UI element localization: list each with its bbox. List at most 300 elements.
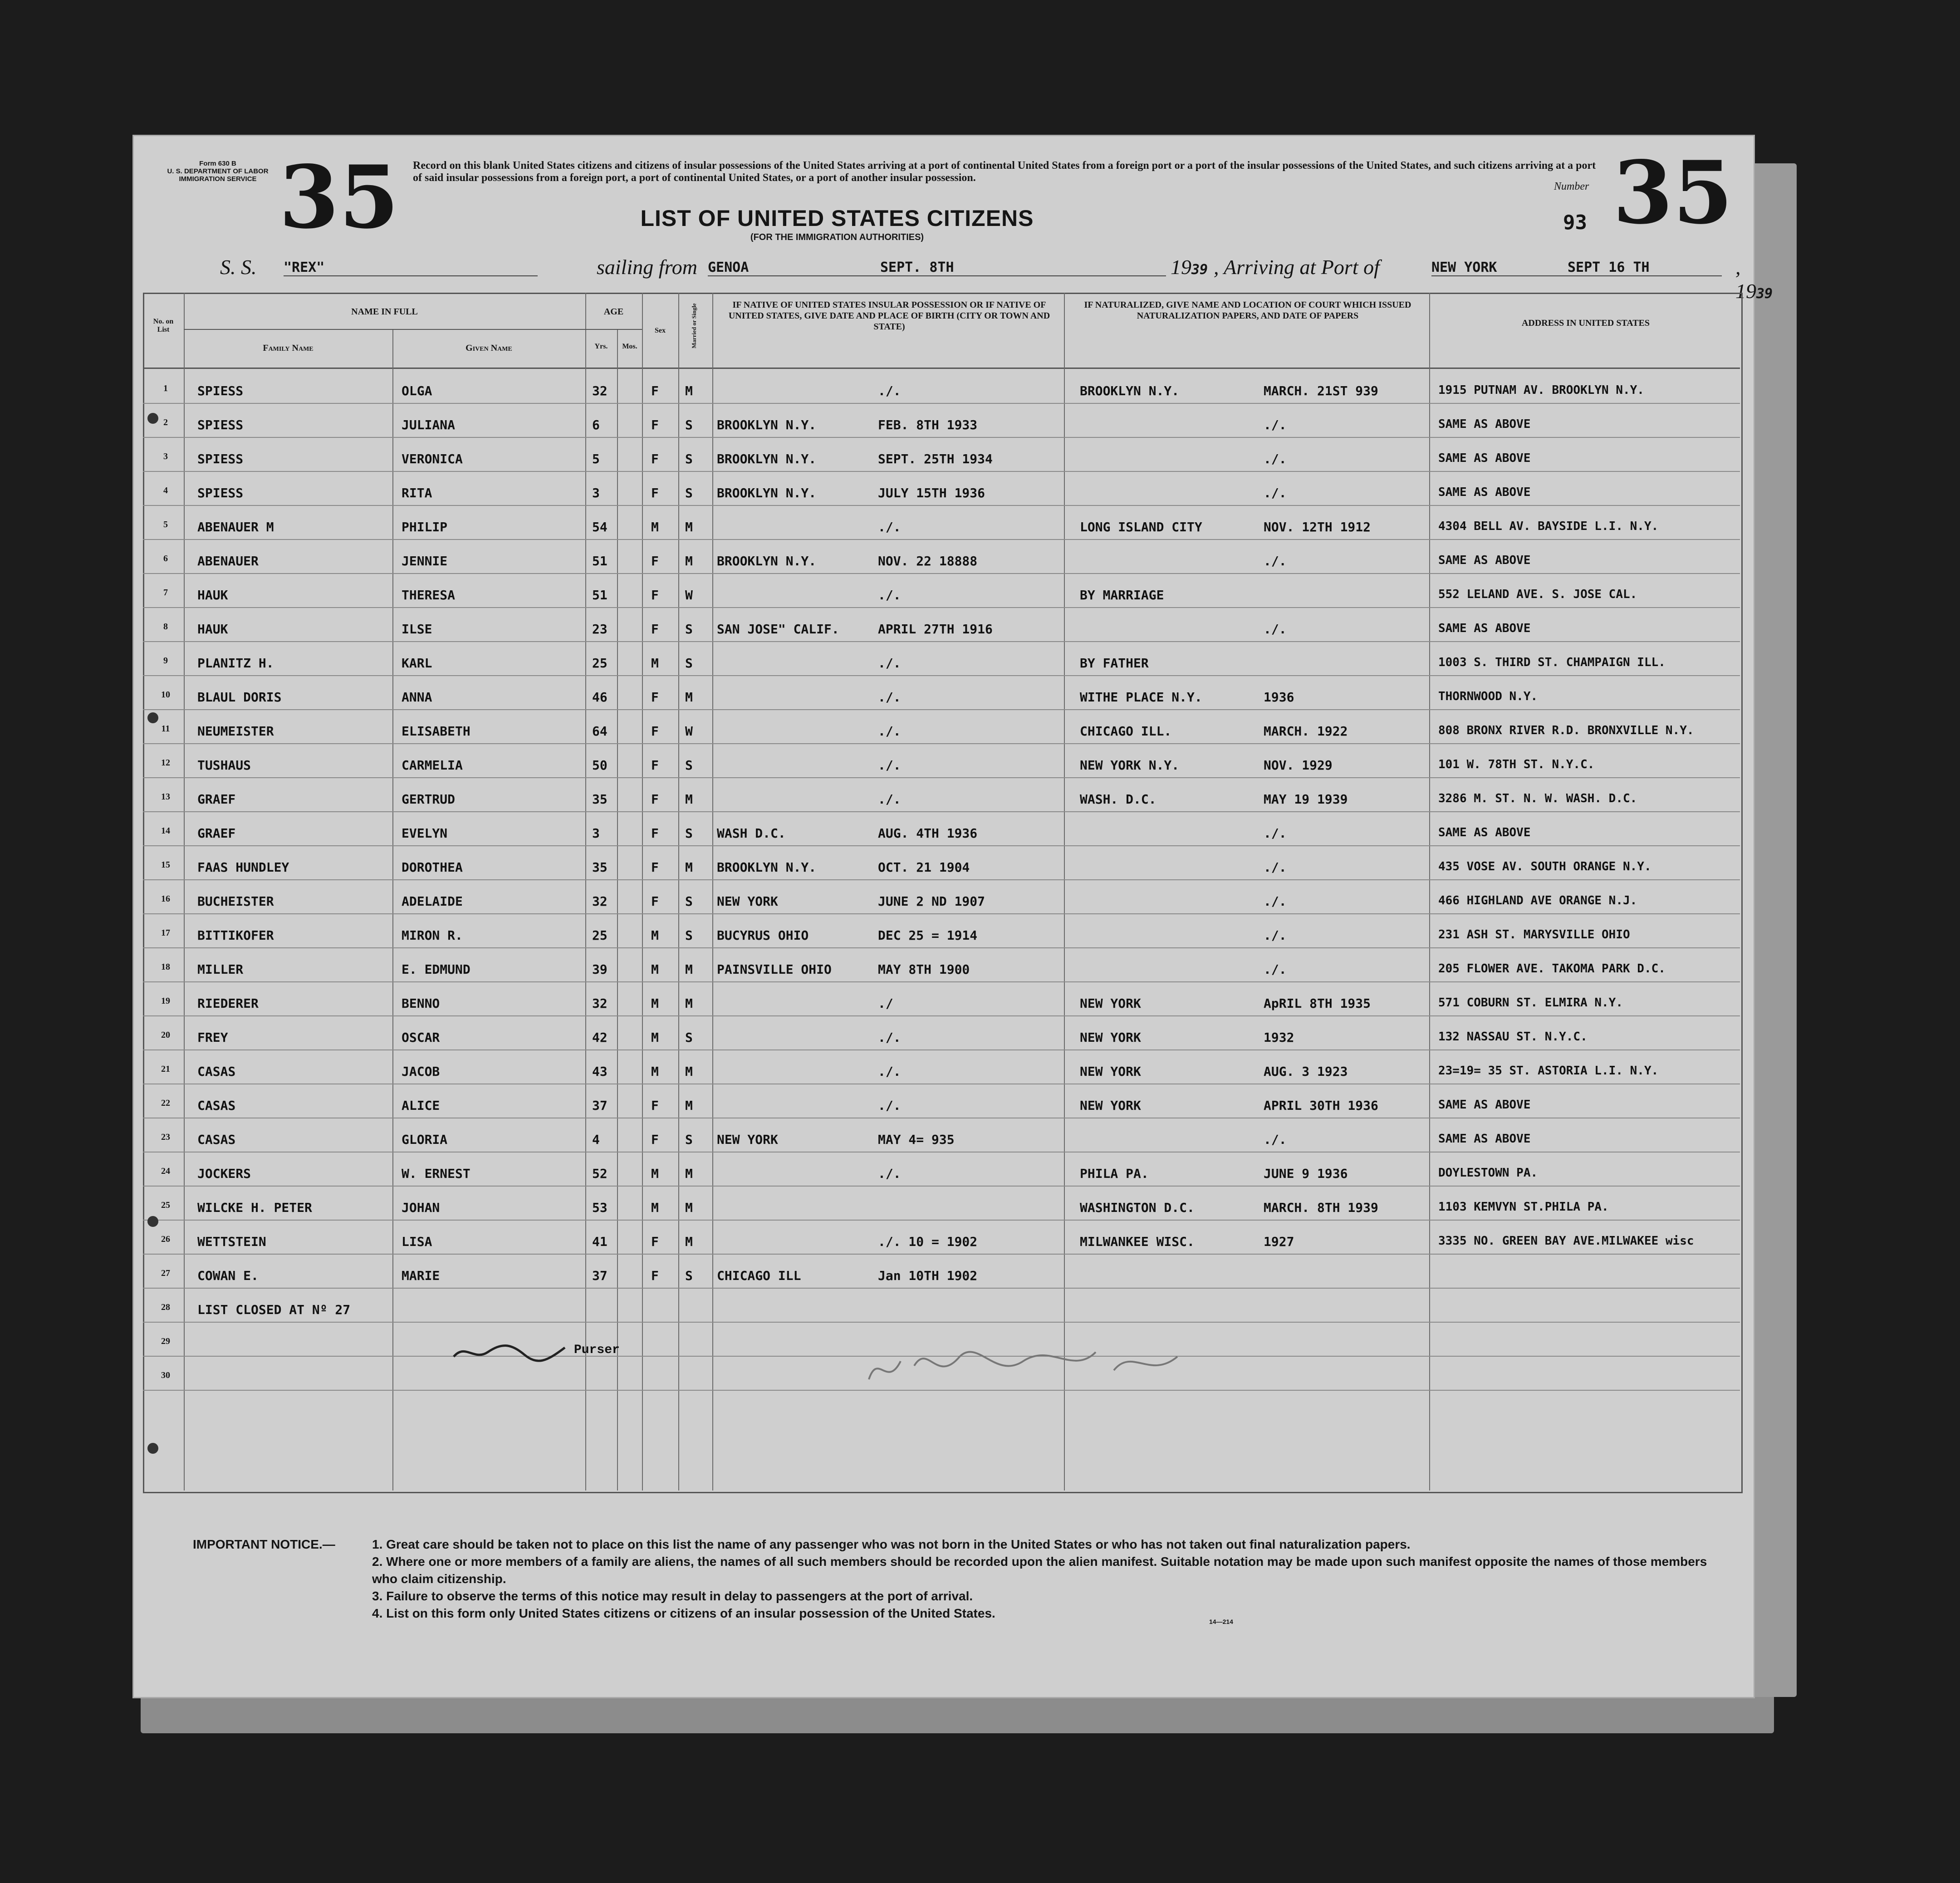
row-birth-date: SEPT. 25TH 1934 (878, 451, 993, 466)
row-nat-place: WASHINGTON D.C. (1080, 1200, 1195, 1215)
row-rule (143, 811, 1740, 812)
row-ms: S (685, 826, 693, 841)
row-ms: M (685, 996, 693, 1011)
row-birth-place: PAINSVILLE OHIO (717, 962, 832, 977)
row-no: 16 (161, 894, 170, 904)
row-address: 1003 S. THIRD ST. CHAMPAIGN ILL. (1438, 656, 1666, 669)
row-rule (143, 539, 1740, 540)
row-nat-place: NEW YORK N.Y. (1080, 758, 1180, 773)
row-given: ILSE (402, 622, 432, 637)
row-nat-date: MAY 19 1939 (1264, 792, 1348, 807)
row-age: 3 (592, 826, 600, 841)
row-no: 17 (161, 928, 170, 938)
row-age: 3 (592, 485, 600, 500)
row-rule (143, 1254, 1740, 1255)
header-birth: IF NATIVE OF UNITED STATES INSULAR POSSESSION OR IF NATIVE OF UNITED STATES, GIVE DATE AND PLACE OF BIRTH (CITY OR TOWN AND STATE) (728, 300, 1050, 332)
row-rule (143, 1220, 1740, 1221)
row-birth-date: OCT. 21 1904 (878, 860, 970, 875)
row-address: SAME AS ABOVE (1438, 1098, 1531, 1112)
row-rule (143, 981, 1740, 982)
row-nat-place: MILWANKEE WISC. (1080, 1234, 1195, 1249)
sail-year-value: 39 (1191, 262, 1208, 278)
row-sex: F (651, 554, 659, 569)
arrival-port (1431, 260, 1722, 276)
row-age: 50 (592, 758, 608, 773)
row-nat-date: ./. (1264, 962, 1287, 977)
row-ms: M (685, 520, 693, 534)
row-ms: W (685, 724, 693, 739)
row-ms: M (685, 1166, 693, 1181)
row-rule (143, 1288, 1740, 1289)
punch-hole (147, 1216, 158, 1227)
row-no: 2 (163, 417, 168, 427)
row-sex: M (651, 1064, 659, 1079)
row-family: FREY (197, 1030, 228, 1045)
row-no: 28 (161, 1302, 170, 1312)
row-nat-place: NEW YORK (1080, 996, 1141, 1011)
row-birth-date: ./. (878, 792, 901, 807)
purser-signature (451, 1339, 569, 1371)
row-family: CASAS (197, 1064, 236, 1079)
row-address: SAME AS ABOVE (1438, 622, 1531, 635)
row-ms: M (685, 690, 693, 705)
row-family: SPIESS (197, 417, 244, 432)
row-nat-date: NOV. 1929 (1264, 758, 1333, 773)
row-given: JENNIE (402, 554, 448, 569)
row-given: JULIANA (402, 417, 456, 432)
row-no: 21 (161, 1064, 170, 1074)
row-age: 6 (592, 417, 600, 432)
row-family: PLANITZ H. (197, 656, 274, 671)
row-address: 808 BRONX RIVER R.D. BRONXVILLE N.Y. (1438, 724, 1694, 737)
row-given: ALICE (402, 1098, 440, 1113)
row-given: LISA (402, 1234, 432, 1249)
row-sex: F (651, 485, 659, 500)
row-sex: F (651, 1268, 659, 1283)
row-address: 23=19= 35 ST. ASTORIA L.I. N.Y. (1438, 1064, 1659, 1078)
row-nat-place: BY FATHER (1080, 656, 1149, 671)
row-no: 27 (161, 1268, 170, 1278)
row-address: 571 COBURN ST. ELMIRA N.Y. (1438, 996, 1623, 1010)
age-header-divider (585, 329, 642, 330)
col-line (617, 329, 618, 1491)
row-nat-date: 1927 (1264, 1234, 1294, 1249)
row-birth-place: NEW YORK (717, 894, 778, 909)
col-line (1429, 293, 1430, 1491)
col-line (392, 329, 393, 1491)
sail-year-prefix: 19 (1171, 255, 1191, 279)
big-number-right: 35 (1613, 142, 1733, 243)
row-no: 24 (161, 1166, 170, 1176)
row-nat-date: MARCH. 1922 (1264, 724, 1348, 739)
row-nat-date: ./. (1264, 860, 1287, 875)
row-sex: F (651, 588, 659, 603)
row-birth-date: JULY 15TH 1936 (878, 485, 985, 500)
row-family: GRAEF (197, 826, 236, 841)
row-address: 1915 PUTNAM AV. BROOKLYN N.Y. (1438, 383, 1644, 397)
row-address: THORNWOOD N.Y. (1438, 690, 1538, 703)
row-sex: F (651, 451, 659, 466)
row-rule (143, 471, 1740, 472)
sailing-label: sailing from (597, 255, 697, 279)
row-age: 46 (592, 690, 608, 705)
row-sex: F (651, 417, 659, 432)
row-nat-place: NEW YORK (1080, 1064, 1141, 1079)
row-ms: M (685, 1098, 693, 1113)
row-family: SPIESS (197, 383, 244, 398)
row-nat-place: WASH. D.C. (1080, 792, 1156, 807)
row-birth-date: APRIL 27TH 1916 (878, 622, 993, 637)
row-given: JACOB (402, 1064, 440, 1079)
row-no: 14 (161, 826, 170, 836)
header-address: ADDRESS IN UNITED STATES (1521, 318, 1650, 328)
row-family: BITTIKOFER (197, 928, 274, 943)
row-address: 3286 M. ST. N. W. WASH. D.C. (1438, 792, 1637, 805)
row-ms: S (685, 894, 693, 909)
row-no: 8 (163, 622, 168, 632)
row-birth-date: ./. (878, 383, 901, 398)
row-birth-date: ./. (878, 724, 901, 739)
row-nat-date: 1932 (1264, 1030, 1294, 1045)
row-rule (143, 505, 1740, 506)
row-ms: S (685, 1132, 693, 1147)
row-given: ELISABETH (402, 724, 470, 739)
service-label: IMMIGRATION SERVICE (179, 175, 257, 183)
row-sex: F (651, 792, 659, 807)
row-given: JOHAN (402, 1200, 440, 1215)
arrival-date: SEPT 16 TH (1568, 260, 1650, 275)
row-no: 12 (161, 758, 170, 768)
row-given: OSCAR (402, 1030, 440, 1045)
row-no: 26 (161, 1234, 170, 1244)
row-family: BUCHEISTER (197, 894, 274, 909)
row-no: 13 (161, 792, 170, 802)
row-rule (143, 709, 1740, 710)
row-rule (143, 607, 1740, 608)
row-sex: F (651, 894, 659, 909)
row-age: 64 (592, 724, 608, 739)
row-no: 25 (161, 1200, 170, 1210)
row-address: 4304 BELL AV. BAYSIDE L.I. N.Y. (1438, 520, 1659, 533)
row-address: SAME AS ABOVE (1438, 826, 1531, 839)
row-ms: M (685, 860, 693, 875)
row-address: SAME AS ABOVE (1438, 1132, 1531, 1146)
row-age: 37 (592, 1098, 608, 1113)
row-birth-place: NEW YORK (717, 1132, 778, 1147)
row-no: 5 (163, 520, 168, 530)
punch-hole (147, 1443, 158, 1454)
row-birth-date: ./. (878, 520, 901, 534)
row-nat-place: PHILA PA. (1080, 1166, 1149, 1181)
sail-date: SEPT. 8TH (880, 260, 954, 275)
row-given: VERONICA (402, 451, 463, 466)
signature-scribble (451, 1339, 569, 1366)
row-birth-date: AUG. 4TH 1936 (878, 826, 978, 841)
manifest-page (134, 136, 1773, 1697)
row-no: 3 (163, 451, 168, 461)
row-family: JOCKERS (197, 1166, 251, 1181)
row-rule (143, 573, 1740, 574)
row-sex: F (651, 690, 659, 705)
row-address: 552 LELAND AVE. S. JOSE CAL. (1438, 588, 1637, 601)
row-address: 231 ASH ST. MARYSVILLE OHIO (1438, 928, 1630, 942)
row-address: 205 FLOWER AVE. TAKOMA PARK D.C. (1438, 962, 1666, 976)
row-ms: M (685, 1200, 693, 1215)
row-rule (143, 777, 1740, 778)
notice-item: 1. Great care should be taken not to place on this list the name of any passenger who was not born in the United States or who has not taken out final naturalization papers. (372, 1537, 1411, 1551)
row-nat-date: ./. (1264, 485, 1287, 500)
sail-year (1171, 255, 1208, 279)
row-no: 9 (163, 656, 168, 666)
row-given: ADELAIDE (402, 894, 463, 909)
header-age: AGE (603, 307, 624, 317)
header-family-name: Family Name (263, 343, 314, 353)
row-no: 18 (161, 962, 170, 972)
row-given: GLORIA (402, 1132, 448, 1147)
row-rule (143, 743, 1740, 744)
row-given: DOROTHEA (402, 860, 463, 875)
row-nat-date: ./. (1264, 554, 1287, 569)
row-family: BLAUL DORIS (197, 690, 282, 705)
number-value: 93 (1563, 211, 1587, 234)
name-header-divider (184, 329, 585, 330)
row-given: CARMELIA (402, 758, 463, 773)
important-notice (193, 1536, 1735, 1622)
row-ms: S (685, 1030, 693, 1045)
row-birth-place: SAN JOSE" CALIF. (717, 622, 839, 637)
row-no: 7 (163, 588, 168, 598)
row-rule (143, 913, 1740, 914)
row-family: TUSHAUS (197, 758, 251, 773)
row-family: GRAEF (197, 792, 236, 807)
handwritten-annotation (860, 1325, 1268, 1398)
row-age: 43 (592, 1064, 608, 1079)
header-name-in-full: NAME IN FULL (351, 307, 418, 317)
row-age: 53 (592, 1200, 608, 1215)
row-birth-date: NOV. 22 18888 (878, 554, 978, 569)
row-nat-date: ./. (1264, 928, 1287, 943)
row-ms: S (685, 485, 693, 500)
row-sex: M (651, 962, 659, 977)
row-no: 15 (161, 860, 170, 870)
col-line (712, 293, 713, 1491)
row-nat-place: LONG ISLAND CITY (1080, 520, 1202, 534)
row-nat-date: 1936 (1264, 690, 1294, 705)
row-age: 5 (592, 451, 600, 466)
row-birth-date: ./ (878, 996, 893, 1011)
row-age: 41 (592, 1234, 608, 1249)
row-sex: M (651, 1166, 659, 1181)
row-sex: M (651, 520, 659, 534)
row-family: CASAS (197, 1132, 236, 1147)
row-ms: W (685, 588, 693, 603)
row-age: 51 (592, 588, 608, 603)
row-nat-date: ./. (1264, 894, 1287, 909)
arrival-year-value: 39 (1756, 286, 1773, 302)
row-family: SPIESS (197, 485, 244, 500)
big-number-left: 35 (279, 147, 399, 248)
row-rule (143, 675, 1740, 676)
row-nat-date: ./. (1264, 826, 1287, 841)
arrival-port-name: NEW YORK (1431, 260, 1497, 275)
row-age: 42 (592, 1030, 608, 1045)
row-no: 6 (163, 554, 168, 564)
row-nat-date: ./. (1264, 417, 1287, 432)
row-given: W. ERNEST (402, 1166, 470, 1181)
row-given: RITA (402, 485, 432, 500)
row-ms: S (685, 622, 693, 637)
col-line (585, 293, 586, 1491)
row-address: 1103 KEMVYN ST.PHILA PA. (1438, 1200, 1609, 1214)
row-age: 32 (592, 383, 608, 398)
row-birth-date: FEB. 8TH 1933 (878, 417, 978, 432)
col-line (184, 293, 185, 1491)
row-rule (143, 879, 1740, 880)
row-address: SAME AS ABOVE (1438, 554, 1531, 567)
notice-item: 4. List on this form only United States citizens or citizens of an insular possession of the United States. (372, 1606, 995, 1620)
header-married-or-single: Married or Single (691, 303, 697, 348)
row-age: 39 (592, 962, 608, 977)
row-birth-place: CHICAGO ILL (717, 1268, 801, 1283)
row-birth-date: ./. (878, 1166, 901, 1181)
row-address: 466 HIGHLAND AVE ORANGE N.J. (1438, 894, 1637, 907)
row-age: 4 (592, 1132, 600, 1147)
notice-item: 2. Where one or more members of a family are aliens, the names of all such members should be recorded upon the alien manifest. Suitable notation may be made upon such manifest opposite the names of those members who claim citizenship. (372, 1554, 1707, 1586)
form-code: 14—214 (1209, 1618, 1233, 1625)
row-given: KARL (402, 656, 432, 671)
row-family: WILCKE H. PETER (197, 1200, 312, 1215)
row-family: RIEDERER (197, 996, 259, 1011)
row-age: 51 (592, 554, 608, 569)
row-family: LIST CLOSED AT Nº 27 (197, 1302, 351, 1317)
row-address: DOYLESTOWN PA. (1438, 1166, 1538, 1180)
row-given: GERTRUD (402, 792, 456, 807)
row-sex: F (651, 826, 659, 841)
row-birth-date: ./. (878, 656, 901, 671)
row-ms: S (685, 928, 693, 943)
row-age: 35 (592, 792, 608, 807)
row-given: E. EDMUND (402, 962, 470, 977)
row-given: PHILIP (402, 520, 448, 534)
row-sex: M (651, 1200, 659, 1215)
row-address: 435 VOSE AV. SOUTH ORANGE N.Y. (1438, 860, 1651, 873)
row-family: WETTSTEIN (197, 1234, 266, 1249)
row-nat-date: AUG. 3 1923 (1264, 1064, 1348, 1079)
row-nat-place: CHICAGO ILL. (1080, 724, 1172, 739)
row-address: 3335 NO. GREEN BAY AVE.MILWAKEE wisc (1438, 1234, 1694, 1248)
row-ms: S (685, 417, 693, 432)
row-ms: M (685, 1234, 693, 1249)
row-no: 4 (163, 485, 168, 495)
header-sex: Sex (655, 327, 666, 334)
row-address: SAME AS ABOVE (1438, 485, 1531, 499)
row-birth-place: BUCYRUS OHIO (717, 928, 809, 943)
row-no: 23 (161, 1132, 170, 1142)
row-given: THERESA (402, 588, 456, 603)
notice-item: 3. Failure to observe the terms of this notice may result in delay to passengers at the port of arrival. (372, 1589, 973, 1603)
row-birth-date: Jan 10TH 1902 (878, 1268, 978, 1283)
row-ms: S (685, 656, 693, 671)
row-birth-date: ./. (878, 1098, 901, 1113)
row-rule (143, 845, 1740, 846)
row-rule (143, 403, 1740, 404)
row-ms: M (685, 554, 693, 569)
row-nat-date: ApRIL 8TH 1935 (1264, 996, 1371, 1011)
row-no: 10 (161, 690, 170, 700)
row-birth-date: ./. (878, 758, 901, 773)
row-no: 29 (161, 1336, 170, 1346)
row-ms: S (685, 451, 693, 466)
row-rule (143, 1186, 1740, 1187)
row-birth-date: MAY 8TH 1900 (878, 962, 970, 977)
form-number: Form 630 B (199, 160, 236, 167)
row-age: 32 (592, 894, 608, 909)
row-ms: M (685, 962, 693, 977)
header-divider (143, 368, 1740, 369)
header-yrs: Yrs. (594, 343, 608, 350)
row-rule (143, 641, 1740, 642)
row-birth-place: BROOKLYN N.Y. (717, 485, 817, 500)
row-sex: M (651, 656, 659, 671)
row-no: 11 (161, 724, 170, 734)
header-mos: Mos. (622, 343, 637, 350)
row-no: 1 (163, 383, 168, 393)
row-sex: F (651, 1098, 659, 1113)
row-family: HAUK (197, 622, 228, 637)
row-sex: M (651, 996, 659, 1011)
row-birth-date: ./. (878, 1064, 901, 1079)
form-identifier (166, 160, 270, 183)
row-rule (143, 1322, 1740, 1323)
row-no: 30 (161, 1370, 170, 1380)
row-age: 32 (592, 996, 608, 1011)
row-birth-date: MAY 4= 935 (878, 1132, 955, 1147)
row-family: MILLER (197, 962, 244, 977)
header-given-name: Given Name (466, 343, 512, 353)
punch-hole (147, 712, 158, 723)
row-no: 22 (161, 1098, 170, 1108)
row-birth-place: BROOKLYN N.Y. (717, 554, 817, 569)
row-birth-place: WASH D.C. (717, 826, 786, 841)
number-label: Number (1554, 181, 1589, 192)
row-age: 25 (592, 928, 608, 943)
row-given: MIRON R. (402, 928, 463, 943)
row-birth-date: ./. 10 = 1902 (878, 1234, 978, 1249)
row-ms: M (685, 1064, 693, 1079)
row-sex: F (651, 1234, 659, 1249)
row-ms: S (685, 758, 693, 773)
col-line (1064, 293, 1065, 1491)
row-family: CASAS (197, 1098, 236, 1113)
row-rule (143, 1049, 1740, 1050)
row-nat-place: BY MARRIAGE (1080, 588, 1164, 603)
row-ms: M (685, 383, 693, 398)
row-no: 19 (161, 996, 170, 1006)
row-given: BENNO (402, 996, 440, 1011)
row-sex: F (651, 383, 659, 398)
header-naturalized: IF NATURALIZED, GIVE NAME AND LOCATION OF COURT WHICH ISSUED NATURALIZATION PAPERS, AND DATE OF PAPERS (1084, 300, 1411, 321)
col-line (678, 293, 679, 1491)
arriving-label: , Arriving at Port of (1214, 255, 1380, 279)
header-no-on-list: No. on List (153, 318, 174, 333)
row-age: 37 (592, 1268, 608, 1283)
row-birth-place: BROOKLYN N.Y. (717, 417, 817, 432)
purser-label: Purser (574, 1343, 620, 1357)
row-sex: F (651, 724, 659, 739)
row-ms: S (685, 1268, 693, 1283)
row-nat-date: MARCH. 21ST 939 (1264, 383, 1378, 398)
row-no: 20 (161, 1030, 170, 1040)
